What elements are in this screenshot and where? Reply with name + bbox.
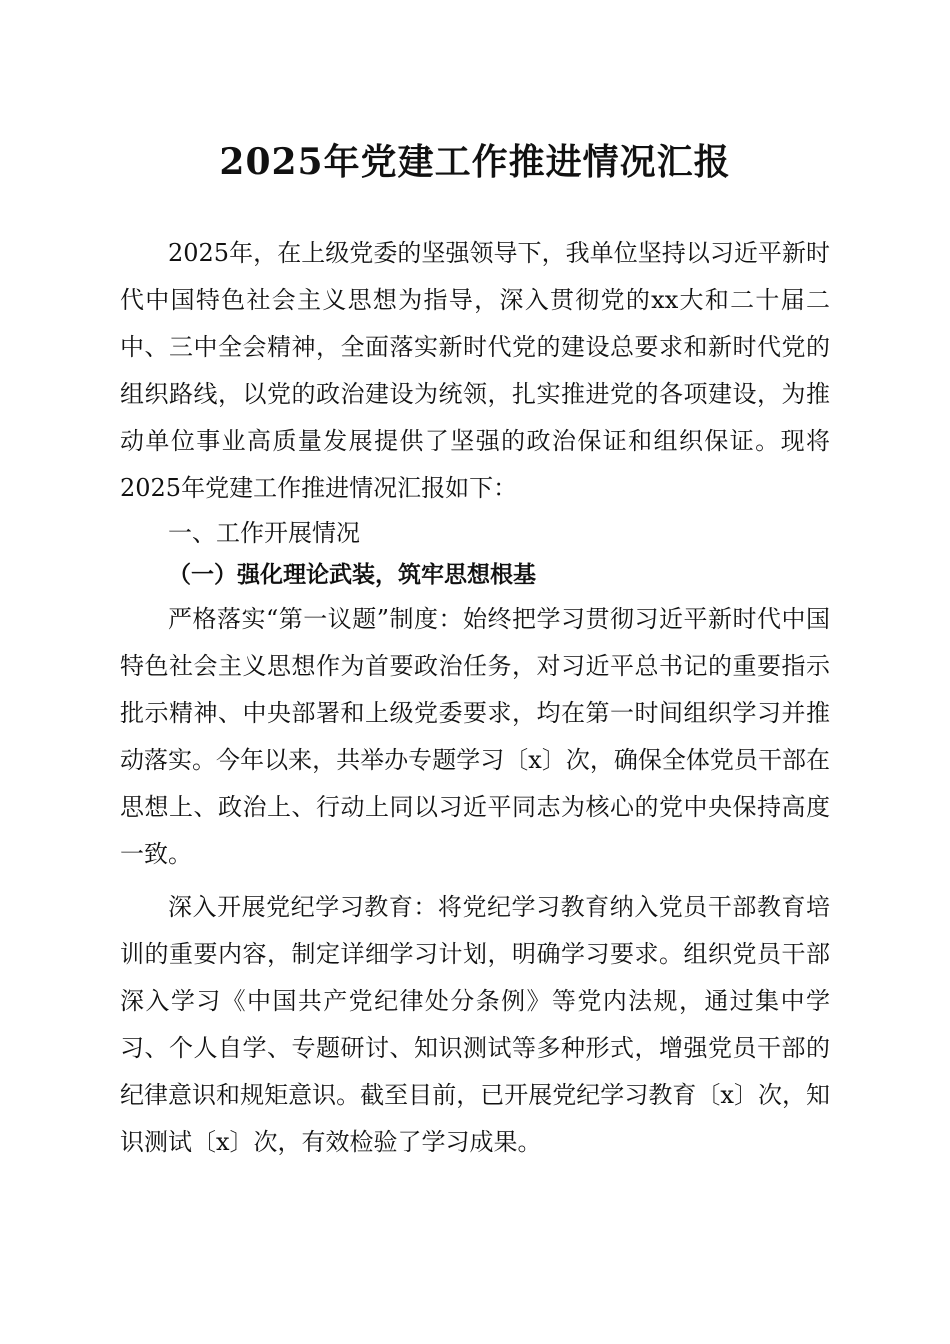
document-title: 2025年党建工作推进情况汇报	[219, 141, 731, 183]
section-heading-1: 一、工作开展情况	[168, 519, 360, 547]
subsection-heading-1: （一）强化理论武装，筑牢思想根基	[168, 561, 536, 588]
body-paragraph-1: 严格落实“第一议题”制度：始终把学习贯彻习近平新时代中国特色社会主义思想作为首要政治任务，对习近平总书记的重要指示批示精神、中央部署和上级党委要求，均在第一时间组织学习并推动落实。今年以来，共举办专题学习〔x〕次，确保全体党员干部在思想上、政治上、行动上同以习近平同志为核心的党中央保持高度一致。	[120, 605, 830, 868]
intro-paragraph: 2025年，在上级党委的坚强领导下，我单位坚持以习近平新时代中国特色社会主义思想为指导，深入贯彻党的xx大和二十届二中、三中全会精神，全面落实新时代党的建设总要求和新时代党的组织路线，以党的政治建设为统领，扎实推进党的各项建设，为推动单位事业高质量发展提供了坚强的政治保证和组织保证。现将2025年党建工作推进情况汇报如下：	[120, 239, 830, 502]
body-paragraph-2: 深入开展党纪学习教育：将党纪学习教育纳入党员干部教育培训的重要内容，制定详细学习计划，明确学习要求。组织党员干部深入学习《中国共产党纪律处分条例》等党内法规，通过集中学习、个人自学、专题研讨、知识测试等多种形式，增强党员干部的纪律意识和规矩意识。截至目前，已开展党纪学习教育〔x〕次，知识测试〔x〕次，有效检验了学习成果。	[120, 893, 830, 1156]
document-body	[120, 230, 830, 1166]
